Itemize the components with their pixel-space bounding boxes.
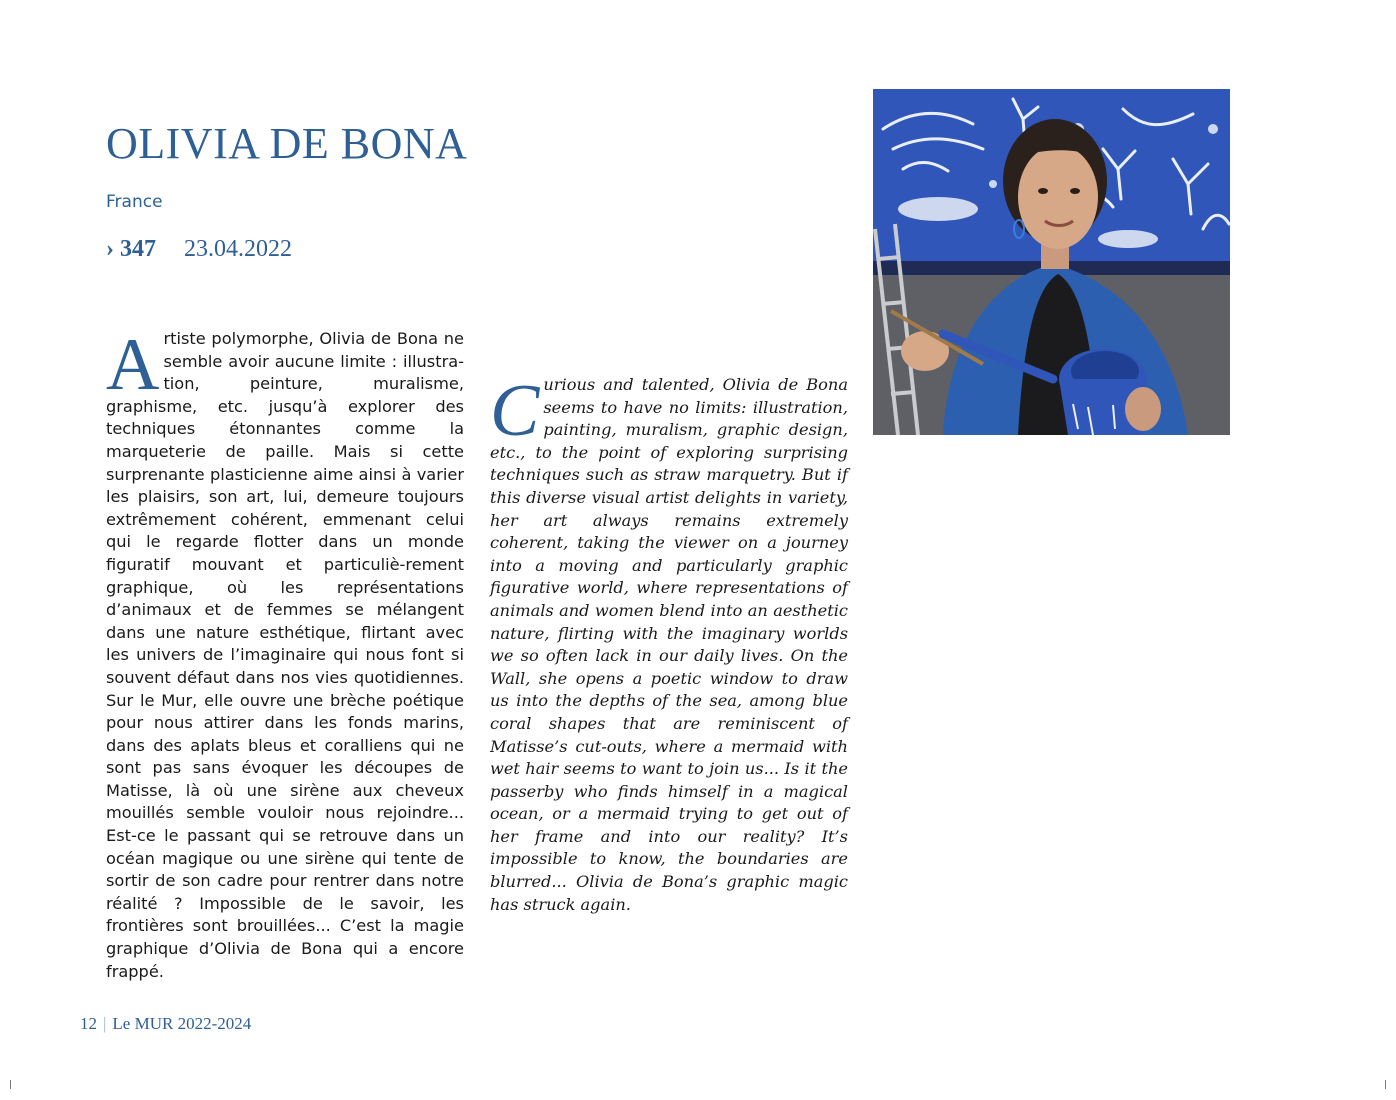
crop-mark-right: [1385, 1080, 1386, 1089]
wall-date: 23.04.2022: [184, 236, 292, 262]
crop-mark-left: [10, 1080, 11, 1089]
footer-separator: |: [103, 1014, 107, 1033]
page-footer: [80, 1014, 251, 1034]
page-number: 12: [80, 1014, 97, 1033]
body-french: rtiste polymorphe, Olivia de Bona ne semble avoir aucune limite : illustra-tion, peinture, muralisme, graphisme, etc. jusqu’à explorer des techniques étonnantes comme la marqueterie de paille. Mais si cette surprenante plasticienne aime ainsi à varier les plaisirs, son art, lui, demeure toujours extrêmement cohérent, emmenant celui qui le regarde flotter dans un monde figuratif mouvant et particuliè-rement graphique, où les représentations d’animaux et de femmes se mélangent dans une nature esthétique, flirtant avec les univers de l’imaginaire qui nous font si souvent défaut dans nos vies quotidiennes. Sur le Mur, elle ouvre une brèche poétique pour nous attirer dans les fonds marins, dans des aplats bleus et coralliens qui ne sont pas sans évoquer les découpes de Matisse, là où une sirène aux cheveux mouillés semble vouloir nous rejoindre... Est-ce le passant qui se retrouve dans un océan magique ou une sirène qui tente de sortir de son cadre pour rentrer dans notre réalité ? Impossible de le savoir, les frontières sont brouillées... C’est la magie graphique d’Olivia de Bona qui a encore frappé.: [106, 329, 464, 981]
publication-name: Le MUR 2022-2024: [112, 1014, 252, 1033]
artist-photo-illustration: [873, 89, 1230, 435]
text-column-french: [106, 324, 464, 983]
dropcap-english: C: [490, 370, 540, 452]
wall-number: › 347: [106, 236, 156, 262]
dropcap-french: A: [106, 324, 160, 406]
artist-photo: [873, 89, 1230, 435]
page-title: OLIVIA DE BONA: [106, 119, 468, 168]
wall-meta: [106, 236, 292, 263]
text-column-english: [490, 370, 848, 916]
artist-country: France: [106, 192, 163, 212]
body-english: urious and talented, Olivia de Bona seems to have no limits: illustration, painting, muralism, graphic design, etc., to the point of exploring surprising techniques such as straw marquetry. But if this diverse visual artist delights in variety, her art always remains extremely coherent, taking the viewer on a journey into a moving and particularly graphic figurative world, where representations of animals and women blend into an aesthetic nature, flirting with the imaginary worlds we so often lack in our daily lives. On the Wall, she opens a poetic window to draw us into the depths of the sea, among blue coral shapes that are reminiscent of Matisse’s cut-outs, where a mermaid with wet hair seems to want to join us... Is it the passerby who finds himself in a magical ocean, or a mermaid trying to get out of her frame and into our reality? It’s impossible to know, the boundaries are blurred... Olivia de Bona’s graphic magic has struck again.: [490, 375, 848, 914]
